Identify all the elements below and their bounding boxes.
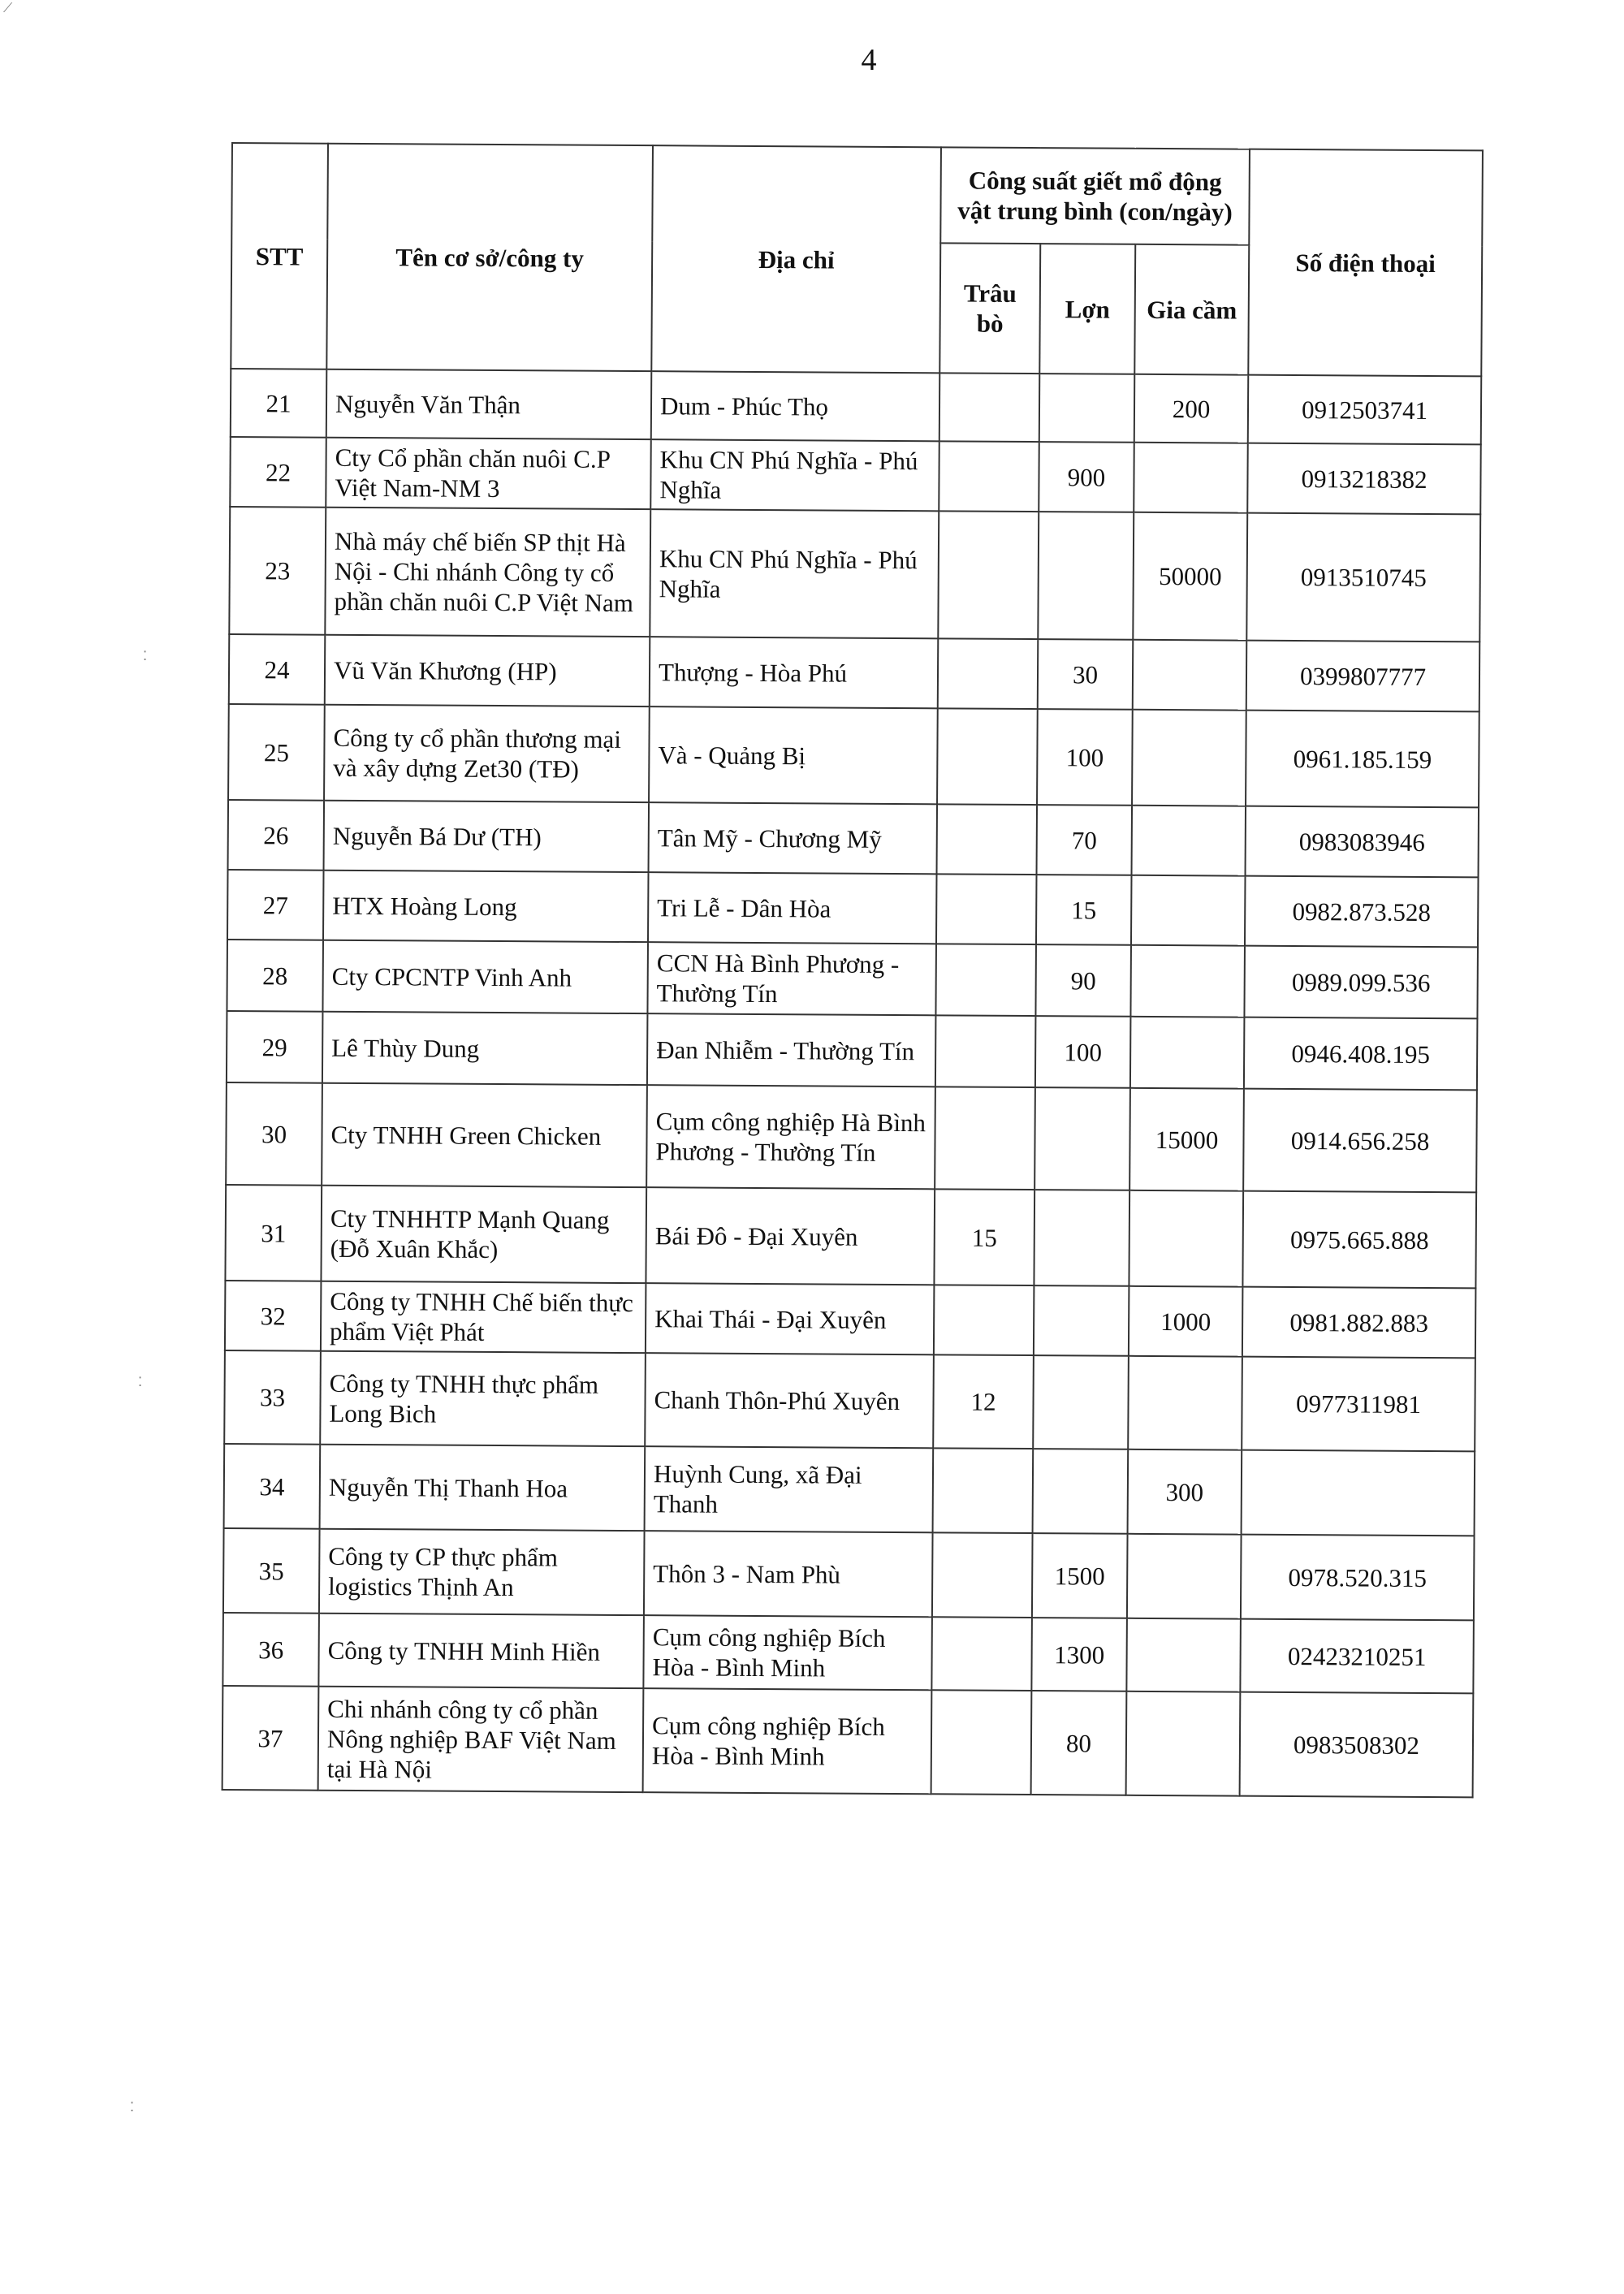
table-row — [229, 507, 1480, 642]
cell-stt: 25 — [228, 704, 325, 801]
cell-phone: 0982.873.528 — [1245, 876, 1479, 948]
cell-poultry — [1130, 1017, 1245, 1089]
cell-name: Công ty TNHH thực phẩm Long Bich — [320, 1351, 646, 1446]
cell-name: Cty CPCNTP Vinh Anh — [322, 940, 648, 1013]
cell-cattle — [936, 874, 1037, 944]
cell-cattle — [938, 638, 1039, 709]
cell-address: Cụm công nghiệp Bích Hòa - Bình Minh — [643, 1688, 932, 1794]
cell-cattle — [931, 1617, 1032, 1691]
cell-address: Dum - Phúc Thọ — [651, 371, 940, 441]
cell-name: Chi nhánh công ty cổ phần Nông nghiệp BAF Việt Nam tại Hà Nội — [318, 1687, 644, 1792]
cell-poultry: 15000 — [1129, 1088, 1244, 1191]
table-row — [224, 1350, 1475, 1451]
cell-poultry — [1126, 1618, 1241, 1692]
table-row — [225, 1281, 1476, 1358]
cell-pig: 90 — [1035, 944, 1131, 1017]
cell-cattle — [931, 1690, 1032, 1795]
cell-phone: 0983508302 — [1240, 1692, 1474, 1798]
cell-stt: 23 — [229, 507, 326, 635]
cell-name: Nhà máy chế biến SP thịt Hà Nội - Chi nhánh Công ty cổ phần chăn nuôi C.P Việt Nam — [325, 508, 650, 637]
cell-stt: 22 — [230, 437, 326, 508]
cell-phone: 0977311981 — [1242, 1357, 1475, 1452]
cell-stt: 34 — [224, 1444, 321, 1529]
cell-cattle — [939, 373, 1040, 442]
cell-stt: 24 — [229, 634, 326, 705]
cell-name: Công ty CP thực phẩm logistics Thịnh An — [319, 1529, 645, 1615]
cell-address: Khu CN Phú Nghĩa - Phú Nghĩa — [650, 439, 939, 511]
cell-cattle — [935, 944, 1036, 1016]
cell-address: Thôn 3 - Nam Phù — [644, 1531, 933, 1617]
cell-address: Chanh Thôn-Phú Xuyên — [645, 1353, 934, 1448]
cell-poultry: 200 — [1134, 374, 1249, 443]
cell-address: Huỳnh Cung, xã Đại Thanh — [645, 1446, 934, 1532]
cell-phone: 0913218382 — [1247, 443, 1481, 515]
cell-phone: 0975.665.888 — [1242, 1191, 1476, 1289]
cell-name: Cty Cổ phần chăn nuôi C.P Việt Nam-NM 3 — [326, 438, 651, 509]
table-row — [227, 1011, 1478, 1090]
cell-pig: 1300 — [1031, 1618, 1127, 1691]
table-row — [229, 634, 1480, 711]
table-row — [228, 704, 1479, 807]
cell-pig: 70 — [1037, 805, 1133, 875]
cell-name: Cty TNHH Green Chicken — [322, 1083, 647, 1187]
cell-poultry: 1000 — [1129, 1286, 1243, 1357]
table-row — [230, 437, 1481, 514]
cell-name: Nguyễn Văn Thận — [326, 369, 652, 439]
cell-poultry — [1130, 945, 1245, 1017]
cell-poultry — [1128, 1356, 1242, 1450]
cell-poultry — [1133, 640, 1247, 711]
cell-pig: 15 — [1036, 875, 1132, 945]
cell-pig — [1034, 1190, 1129, 1286]
cell-pig — [1039, 374, 1135, 443]
table-row — [222, 1613, 1474, 1693]
table-row — [231, 369, 1482, 444]
cell-address: Tân Mỹ - Chương Mỹ — [649, 802, 938, 874]
table-row — [223, 1528, 1475, 1620]
cell-poultry — [1132, 806, 1246, 876]
cell-address: Khu CN Phú Nghĩa - Phú Nghĩa — [650, 509, 939, 638]
table-row — [227, 870, 1479, 947]
margin-dot-icon: ⁚ — [138, 1376, 143, 1389]
header-name: Tên cơ sở/công ty — [326, 144, 653, 371]
cell-cattle — [932, 1532, 1033, 1618]
cell-phone: 0978.520.315 — [1241, 1535, 1475, 1621]
cell-name: Công ty TNHH Chế biến thực phẩm Việt Phát — [321, 1281, 646, 1353]
table-row — [226, 1082, 1477, 1192]
margin-dot-icon: ⁚ — [130, 2101, 135, 2115]
header-capacity: Công suất giết mổ động vật trung bình (con/ngày) — [940, 147, 1250, 244]
cell-address: Bái Đô - Đại Xuyên — [646, 1187, 935, 1285]
header-stt: STT — [231, 143, 328, 369]
cell-address: Khai Thái - Đại Xuyên — [646, 1283, 935, 1354]
table-row — [227, 940, 1478, 1018]
cell-phone — [1242, 1450, 1475, 1536]
cell-phone: 0914.656.258 — [1243, 1089, 1477, 1193]
cell-poultry — [1126, 1691, 1241, 1796]
cell-cattle — [935, 1087, 1035, 1190]
cell-address: Thượng - Hòa Phú — [650, 637, 939, 708]
cell-pig: 100 — [1037, 709, 1133, 806]
cell-stt: 29 — [227, 1011, 323, 1083]
cell-poultry — [1129, 1190, 1243, 1287]
cell-cattle — [937, 708, 1038, 805]
abattoir-table — [222, 142, 1484, 1798]
header-pig: Lợn — [1039, 244, 1135, 374]
cell-stt: 26 — [228, 800, 325, 871]
cell-phone: 0946.408.195 — [1244, 1017, 1478, 1091]
cell-pig — [1033, 1449, 1129, 1534]
cell-phone: 0961.185.159 — [1246, 711, 1479, 808]
table-row — [222, 1686, 1474, 1797]
cell-pig: 100 — [1035, 1016, 1131, 1088]
table-row — [224, 1444, 1475, 1536]
cell-poultry: 50000 — [1133, 512, 1247, 641]
cell-phone: 0981.882.883 — [1242, 1287, 1476, 1359]
cell-cattle — [934, 1285, 1034, 1355]
cell-poultry — [1134, 443, 1248, 513]
cell-phone: 0399807777 — [1246, 641, 1480, 712]
cell-stt: 35 — [223, 1528, 320, 1614]
margin-dot-icon: ⁚ — [143, 650, 148, 663]
cell-phone: 0983083946 — [1246, 806, 1479, 878]
cell-pig — [1038, 512, 1134, 640]
cell-pig — [1033, 1355, 1129, 1449]
cell-pig: 900 — [1039, 442, 1134, 512]
header-poultry: Gia cầm — [1134, 244, 1249, 375]
cell-cattle — [935, 1015, 1036, 1087]
cell-poultry: 300 — [1128, 1449, 1242, 1535]
cell-address: Cụm công nghiệp Hà Bình Phương - Thường Tín — [646, 1085, 935, 1189]
cell-stt: 28 — [227, 940, 323, 1012]
cell-pig: 80 — [1031, 1691, 1127, 1795]
cell-stt: 36 — [222, 1613, 319, 1687]
cell-poultry — [1127, 1534, 1242, 1619]
cell-phone: 0989.099.536 — [1244, 946, 1478, 1019]
cell-phone: 02423210251 — [1240, 1619, 1474, 1694]
cell-stt: 37 — [222, 1686, 319, 1791]
cell-address: Đan Nhiễm - Thường Tín — [647, 1013, 936, 1087]
cell-name: Lê Thùy Dung — [322, 1012, 648, 1085]
cell-pig: 1500 — [1032, 1533, 1128, 1618]
cell-stt: 27 — [227, 870, 324, 940]
cell-pig: 30 — [1038, 639, 1134, 710]
cell-address: CCN Hà Bình Phương - Thường Tín — [647, 942, 936, 1015]
header-phone: Số điện thoại — [1248, 149, 1483, 377]
cell-phone: 0913510745 — [1246, 513, 1480, 642]
cell-stt: 21 — [231, 369, 327, 438]
cell-stt: 30 — [226, 1082, 322, 1186]
cell-name: Cty TNHHTP Mạnh Quang (Đỗ Xuân Khắc) — [321, 1186, 646, 1283]
cell-poultry — [1131, 875, 1246, 946]
cell-cattle — [939, 441, 1039, 512]
cell-stt: 33 — [224, 1350, 321, 1445]
cell-address: Tri Lễ - Dân Hòa — [648, 872, 937, 944]
cell-cattle: 12 — [933, 1354, 1034, 1449]
header-cattle: Trâu bò — [939, 243, 1040, 374]
cell-cattle — [938, 511, 1039, 639]
table-row — [225, 1185, 1476, 1288]
cell-cattle: 15 — [934, 1189, 1034, 1285]
cell-poultry — [1132, 710, 1246, 806]
cell-pig — [1034, 1087, 1130, 1190]
table-row — [228, 800, 1479, 877]
table-body — [222, 369, 1482, 1797]
cell-name: Công ty TNHH Minh Hiền — [318, 1614, 644, 1688]
cell-pig — [1034, 1285, 1129, 1356]
cell-name: Nguyễn Thị Thanh Hoa — [320, 1445, 646, 1531]
scan-mark-icon: ⟋ — [3, 2, 13, 15]
cell-phone: 0912503741 — [1248, 375, 1482, 445]
cell-name: Công ty cổ phần thương mại và xây dựng Zet30 (TĐ) — [324, 705, 650, 802]
cell-cattle — [937, 804, 1038, 875]
cell-name: Vũ Văn Khương (HP) — [325, 635, 650, 706]
cell-name: Nguyễn Bá Dư (TH) — [324, 801, 650, 872]
cell-stt: 32 — [225, 1281, 322, 1351]
cell-name: HTX Hoàng Long — [323, 871, 649, 942]
header-address: Địa chỉ — [651, 145, 941, 373]
cell-cattle — [933, 1448, 1034, 1533]
cell-address: Và - Quảng Bị — [649, 706, 938, 804]
page-number: 4 — [861, 43, 877, 77]
cell-address: Cụm công nghiệp Bích Hòa - Bình Minh — [643, 1615, 932, 1690]
cell-stt: 31 — [225, 1185, 322, 1281]
